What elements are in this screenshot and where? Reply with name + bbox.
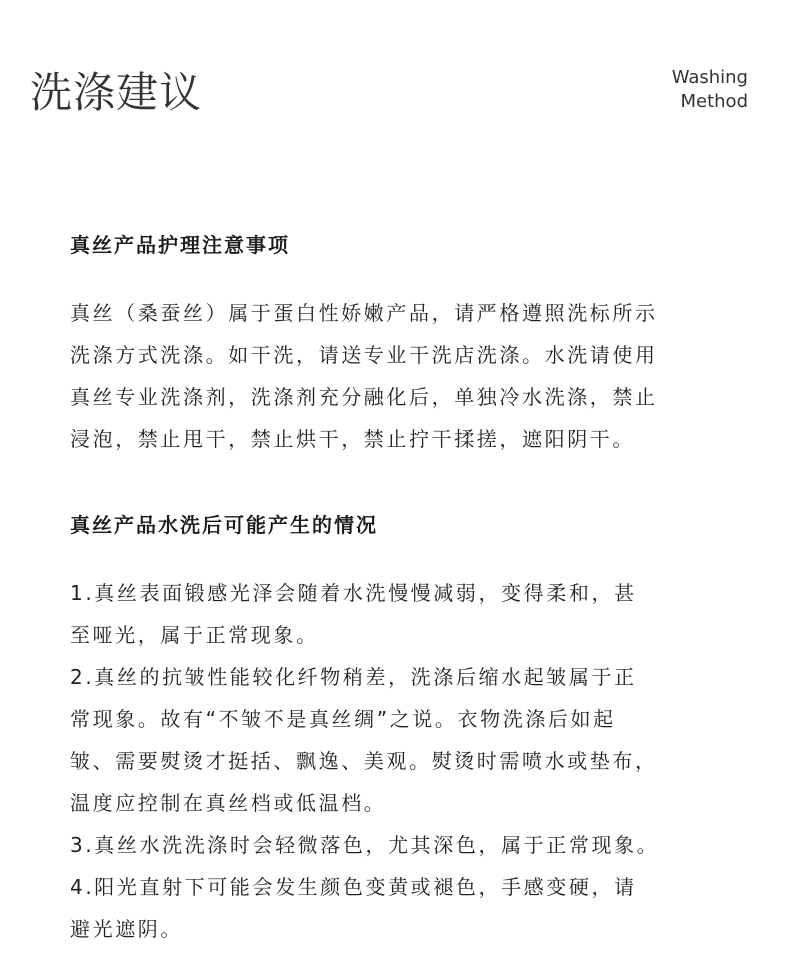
- paragraph-line: 至哑光，属于正常现象。: [70, 623, 319, 647]
- paragraph-line: 3.真丝水洗洗涤时会轻微落色，尤其深色，属于正常现象。: [70, 833, 660, 857]
- paragraph-line: 常现象。故有“不皱不是真丝绸”之说。衣物洗涤后如起: [70, 707, 616, 731]
- page-subtitle: [672, 66, 748, 114]
- paragraph-line: 真丝专业洗涤剂，洗涤剂充分融化后，单独冷水洗涤，禁止: [70, 385, 658, 409]
- paragraph-line: 避光遮阴。: [70, 917, 183, 941]
- paragraph-line: 2.真丝的抗皱性能较化纤物稍差，洗涤后缩水起皱属于正: [70, 665, 637, 689]
- paragraph-line: 浸泡，禁止甩干，禁止烘干，禁止拧干揉搓，遮阳阴干。: [70, 427, 635, 451]
- after-wash-section: [70, 508, 730, 950]
- section-heading: 真丝产品护理注意事项: [70, 233, 290, 257]
- paragraph-line: 真丝（桑蚕丝）属于蛋白性娇嫩产品，请严格遵照洗标所示: [70, 301, 658, 325]
- page-title: 洗涤建议: [30, 68, 203, 117]
- section-heading: 真丝产品水洗后可能产生的情况: [70, 513, 378, 537]
- paragraph-line: 皱、需要熨烫才挺括、飘逸、美观。熨烫时需喷水或垫布，: [70, 749, 658, 773]
- paragraph-line: 1.真丝表面锻感光泽会随着水洗慢慢减弱，变得柔和，甚: [70, 581, 637, 605]
- paragraph-line: 洗涤方式洗涤。如干洗，请送专业干洗店洗涤。水洗请使用: [70, 343, 658, 367]
- subtitle-line: Method: [680, 91, 748, 112]
- paragraph-line: 4.阳光直射下可能会发生颜色变黄或褪色，手感变硬，请: [70, 875, 637, 899]
- care-notes-section: [70, 228, 730, 460]
- paragraph-line: 温度应控制在真丝档或低温档。: [70, 791, 387, 815]
- subtitle-line: Washing: [671, 67, 748, 88]
- section-paragraph: [70, 572, 730, 950]
- section-paragraph: [70, 292, 730, 460]
